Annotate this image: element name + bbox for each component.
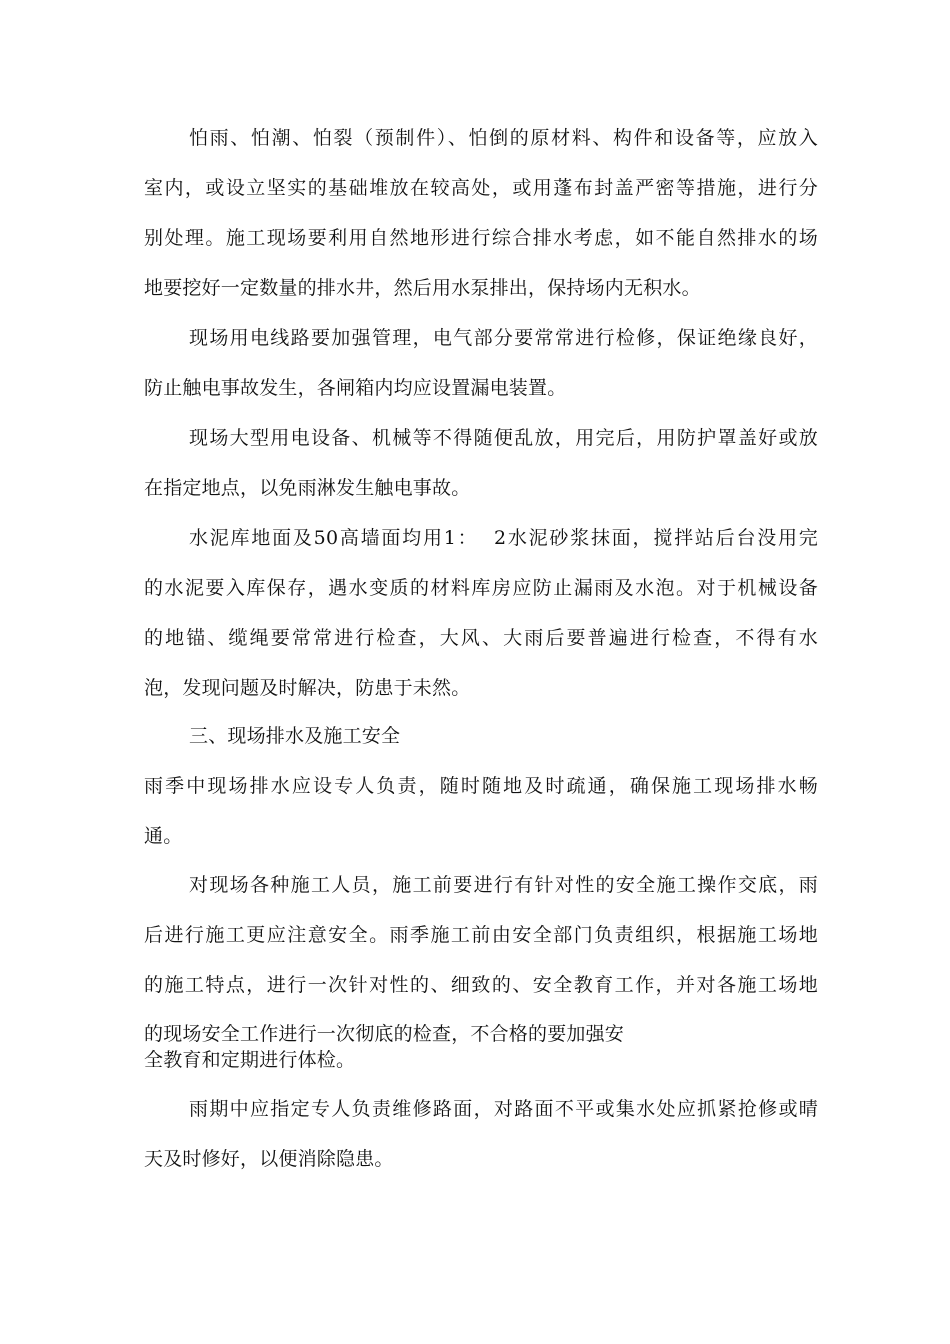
paragraph-line: 的施工特点，进行一次针对性的、细致的、安全教育工作，并对各施工场地 xyxy=(144,974,818,996)
paragraph-line: 别处理。施工现场要利用自然地形进行综合排水考虑，如不能自然排水的场 xyxy=(144,227,818,249)
section-heading: 三、现场排水及施工安全 xyxy=(189,725,401,747)
paragraph-line: 地要挖好一定数量的排水井，然后用水泵排出，保持场内无积水。 xyxy=(144,277,701,299)
paragraph-line: 现场用电线路要加强管理，电气部分要常常进行检修，保证绝缘良好， xyxy=(189,327,818,349)
paragraph-line: 雨季中现场排水应设专人负责，随时随地及时疏通，确保施工现场排水畅 xyxy=(144,775,818,797)
paragraph-line: 水泥库地面及50高墙面均用1： 2水泥砂浆抹面，搅拌站后台没用完 xyxy=(189,527,818,549)
paragraph-line: 的水泥要入库保存，遇水变质的材料库房应防止漏雨及水泡。对于机械设备 xyxy=(144,577,818,599)
paragraph-line: 防止触电事故发生，各闸箱内均应设置漏电装置。 xyxy=(144,377,567,399)
paragraph-line: 雨期中应指定专人负责维修路面，对路面不平或集水处应抓紧抢修或晴 xyxy=(189,1098,818,1120)
paragraph-line: 天及时修好，以便消除隐患。 xyxy=(144,1148,394,1170)
paragraph-line: 的地锚、缆绳要常常进行检查，大风、大雨后要普遍进行检查，不得有水 xyxy=(144,627,818,649)
paragraph-line: 后进行施工更应注意安全。雨季施工前由安全部门负责组织，根据施工场地 xyxy=(144,924,818,946)
paragraph-line: 现场大型用电设备、机械等不得随便乱放，用完后，用防护罩盖好或放 xyxy=(189,427,818,449)
paragraph-line: 对现场各种施工人员，施工前要进行有针对性的安全施工操作交底，雨 xyxy=(189,874,818,896)
paragraph-line: 怕雨、怕潮、怕裂（预制件）、怕倒的原材料、构件和设备等，应放入 xyxy=(189,127,818,149)
paragraph-line: 的现场安全工作进行一次彻底的检查，不合格的要加强安 xyxy=(144,1023,625,1045)
paragraph-line: 泡，发现问题及时解决，防患于未然。 xyxy=(144,677,471,699)
paragraph-line: 在指定地点，以免雨淋发生触电事故。 xyxy=(144,477,471,499)
paragraph-line: 全教育和定期进行体检。 xyxy=(144,1049,356,1071)
paragraph-line: 室内，或设立坚实的基础堆放在较高处，或用蓬布封盖严密等措施，进行分 xyxy=(144,177,818,199)
paragraph-line: 通。 xyxy=(144,825,183,847)
